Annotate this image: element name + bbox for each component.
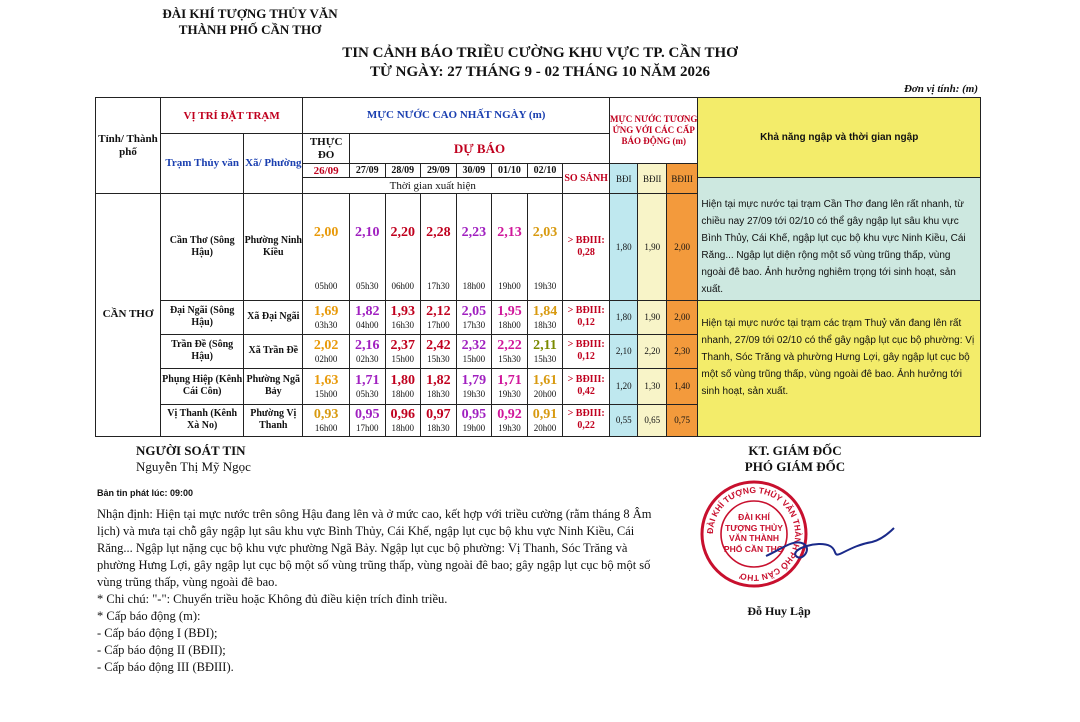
alarm-level-2-header: BĐII	[638, 164, 666, 194]
forecast-cell	[527, 300, 563, 334]
actual-value: 0,93	[313, 407, 339, 422]
compare-value: > BĐIII: 0,28	[563, 194, 610, 301]
forecast-value: 1,82	[355, 304, 380, 319]
actual-cell	[303, 404, 350, 436]
alarm-value: 2,10	[610, 334, 638, 368]
forecast-cell	[349, 368, 385, 404]
alarm-value: 1,90	[638, 194, 666, 301]
compare-value: > BĐIII: 0,22	[563, 404, 610, 436]
forecast-time: 18h30	[427, 389, 450, 399]
forecast-cell	[456, 334, 492, 368]
actual-time: 16h00	[314, 423, 338, 433]
compare-value: > BĐIII: 0,42	[563, 368, 610, 404]
forecast-cell	[456, 368, 492, 404]
col-station-header: Trạm Thủy văn	[161, 134, 244, 194]
alarm-value: 1,30	[638, 368, 666, 404]
actual-date: 26/09	[303, 164, 350, 178]
signer-name: Đỗ Huy Lập	[747, 604, 811, 618]
forecast-date: 29/09	[421, 164, 457, 178]
forecast-time: 05h30	[349, 272, 385, 300]
reviewer-title: NGƯỜI SOÁT TIN	[136, 443, 246, 458]
ward-name: Phường Ngã Bảy	[244, 368, 303, 404]
forecast-time: 17h00	[427, 320, 450, 330]
col-compare-header: SO SÁNH	[563, 164, 610, 194]
forecast-time: 15h30	[427, 354, 450, 364]
station-name: Cần Thơ (Sông Hậu)	[161, 194, 244, 301]
forecast-cell	[421, 368, 457, 404]
forecast-value: 2,23	[456, 194, 492, 273]
director-title: KT. GIÁM ĐỐC	[748, 443, 842, 458]
forecast-value: 2,16	[355, 338, 380, 353]
actual-time: 02h00	[314, 354, 338, 364]
col-ward-header: Xã/ Phường	[244, 134, 303, 194]
forecast-value: 2,20	[385, 194, 421, 273]
forecast-value: 2,11	[533, 338, 557, 353]
alarm-value: 2,00	[666, 194, 698, 301]
forecast-time: 18h30	[427, 423, 450, 433]
actual-value: 1,63	[313, 373, 339, 388]
forecast-cell	[527, 334, 563, 368]
ward-name: Xã Đại Ngãi	[244, 300, 303, 334]
forecast-time: 02h30	[356, 354, 379, 364]
forecast-value: 2,28	[421, 194, 457, 273]
title-line2: TỪ NGÀY: 27 THÁNG 9 - 02 THÁNG 10 NĂM 2026	[369, 64, 710, 80]
impact-description: Hiện tại mực nước tại trạm Cần Thơ đang lên rất nhanh, từ chiều nay 27/09 tới 02/10 có thể gây ngập lụt sâu khu vực Bình Thủy, Cái Khế, ngập lụt cục bộ khu vực Ninh Kiều, Cái Răng... Ngập lụt diện rộng một số vùng trũng thấp, vùng ngoài đê bao. Ảnh hưởng nghiêm trọng tới sinh hoạt, sản xuất.	[698, 194, 981, 301]
actual-value: 2,00	[303, 194, 350, 273]
forecast-time: 18h00	[456, 272, 492, 300]
alarm-value: 0,65	[638, 404, 666, 436]
col-location-header: VỊ TRÍ ĐẶT TRẠM	[161, 98, 303, 134]
actual-time: 15h00	[314, 389, 338, 399]
forecast-time: 15h00	[391, 354, 415, 364]
forecast-value: 0,91	[532, 407, 558, 422]
forecast-value: 1,80	[390, 373, 416, 388]
forecast-value: 1,61	[532, 373, 558, 388]
forecast-date: 02/10	[527, 164, 563, 178]
forecast-cell	[385, 404, 421, 436]
station-name: Phụng Hiệp (Kênh Cái Côn)	[161, 368, 244, 404]
station-name: Vị Thanh (Kênh Xà No)	[161, 404, 244, 436]
alarm-value: 1,80	[610, 194, 638, 301]
forecast-value: 0,92	[497, 407, 522, 422]
org-name-line2: THÀNH PHỐ CẦN THƠ	[178, 22, 322, 37]
col-max-level-header: MỰC NƯỚC CAO NHẤT NGÀY (m)	[303, 98, 610, 134]
forecast-cell	[421, 300, 457, 334]
compare-value: > BĐIII: 0,12	[563, 300, 610, 334]
forecast-time: 05h30	[356, 389, 379, 399]
reviewer-name: Nguyễn Thị Mỹ Ngọc	[136, 459, 251, 474]
forecast-value: 2,05	[461, 304, 487, 319]
stamp-outer-text: ĐÀI KHÍ TƯỢNG THỦY VĂN THÀNH PHỐ CẦN THƠ	[704, 484, 804, 584]
station-name: Đại Ngãi (Sông Hậu)	[161, 300, 244, 334]
time-appearance-label: Thời gian xuất hiện	[303, 178, 563, 194]
tide-table	[95, 97, 981, 437]
province-cell: CẦN THƠ	[96, 194, 161, 437]
forecast-value: 0,97	[426, 407, 451, 422]
forecast-cell	[385, 300, 421, 334]
alarm-value: 2,30	[666, 334, 698, 368]
alarm-value: 1,20	[610, 368, 638, 404]
actual-time: 03h30	[314, 320, 338, 330]
alarm-value: 1,90	[638, 300, 666, 334]
alarm-value: 2,00	[666, 300, 698, 334]
forecast-value: 1,82	[426, 373, 451, 388]
actual-cell	[303, 300, 350, 334]
ward-name: Phường Vị Thanh	[244, 404, 303, 436]
alarm-value: 2,20	[638, 334, 666, 368]
actual-cell	[303, 334, 350, 368]
forecast-cell	[349, 404, 385, 436]
alarm-legend-item: - Cấp báo động III (BĐIII).	[97, 660, 234, 674]
forecast-time: 19h30	[498, 389, 521, 399]
ward-name: Phường Ninh Kiều	[244, 194, 303, 301]
alarm-value: 1,80	[610, 300, 638, 334]
forecast-time: 15h30	[533, 354, 557, 364]
col-province-header: Tỉnh/ Thành phố	[96, 98, 161, 194]
forecast-value: 2,13	[492, 194, 528, 273]
org-name-line1: ĐÀI KHÍ TƯỢNG THỦY VĂN	[162, 6, 338, 21]
forecast-value: 0,95	[355, 407, 380, 422]
org-header	[135, 6, 365, 38]
col-forecast-header: DỰ BÁO	[349, 134, 609, 164]
forecast-value: 1,84	[532, 304, 558, 319]
notes-section	[97, 506, 657, 676]
forecast-time: 15h30	[498, 354, 521, 364]
forecast-cell	[527, 404, 563, 436]
forecast-time: 06h00	[385, 272, 421, 300]
compare-value: > BĐIII: 0,12	[563, 334, 610, 368]
title-line1: TIN CẢNH BÁO TRIỀU CƯỜNG KHU VỰC TP. CẦN THƠ	[342, 45, 738, 61]
actual-time: 05h00	[303, 272, 350, 300]
forecast-value: 1,79	[461, 373, 487, 388]
signature-mark	[760, 520, 900, 572]
actual-value: 2,02	[313, 338, 339, 353]
forecast-value: 1,95	[497, 304, 522, 319]
forecast-time: 18h00	[391, 423, 415, 433]
forecast-cell	[385, 368, 421, 404]
station-name: Trần Đề (Sông Hậu)	[161, 334, 244, 368]
deputy-director-title: PHÓ GIÁM ĐỐC	[744, 459, 846, 474]
forecast-value: 1,71	[497, 373, 522, 388]
forecast-time: 04h00	[356, 320, 379, 330]
alarm-level-3-header: BĐIII	[666, 164, 698, 194]
assessment-text: Nhận định: Hiện tại mực nước trên sông Hậu đang lên và ở mức cao, kết hợp với triều cường (rằm tháng 8 Âm lịch) và mưa tại chỗ gây ngập lụt sâu khu vực Bình Thủy, Cái Khế, ngập lụt cục bộ khu vực Ninh Kiều, Cái Răng... Ngập lụt nặng cục bộ khu vực phường Ngã Bảy. Ngập lụt cục bộ phường: Vị Thanh, Sóc Trăng và phường Hưng Lợi, gây ngập lụt cục bộ một số vùng trũng thấp, vùng ngoài đê bao; gây ngập lụt cục bộ một số vùng trũng thấp, vùng ngoài đê bao.	[97, 507, 652, 589]
forecast-date: 27/09	[349, 164, 385, 178]
forecast-time: 17h30	[462, 320, 486, 330]
forecast-time: 19h30	[527, 272, 563, 300]
forecast-value: 0,96	[390, 407, 416, 422]
forecast-time: 17h00	[356, 423, 379, 433]
forecast-value: 2,22	[497, 338, 522, 353]
forecast-time: 18h30	[533, 320, 557, 330]
forecast-value: 1,93	[390, 304, 416, 319]
forecast-cell	[421, 334, 457, 368]
forecast-cell	[492, 300, 528, 334]
forecast-cell	[456, 404, 492, 436]
forecast-value: 2,37	[390, 338, 416, 353]
note-text: * Chi chú: "-": Chuyển triều hoặc Không đủ điều kiện trích đỉnh triều.	[97, 592, 448, 606]
forecast-cell	[385, 334, 421, 368]
stamp-center-text: ĐÀI KHÍ TƯỢNG THỦY VĂN THÀNH PHỐ CẦN THƠ	[723, 512, 785, 554]
forecast-time: 19h00	[492, 272, 528, 300]
forecast-cell	[421, 404, 457, 436]
alarm-value: 0,75	[666, 404, 698, 436]
forecast-time: 20h00	[533, 389, 557, 399]
forecast-time: 19h30	[462, 389, 486, 399]
unit-label: Đơn vị tính: (m)	[903, 83, 978, 95]
issued-time: Bản tin phát lúc: 09:00	[97, 488, 194, 498]
forecast-time: 16h30	[391, 320, 415, 330]
forecast-value: 2,32	[461, 338, 487, 353]
forecast-time: 18h00	[498, 320, 521, 330]
forecast-value: 2,03	[527, 194, 563, 273]
bulletin-title	[200, 44, 880, 82]
forecast-value: 2,42	[426, 338, 451, 353]
impact-description: Hiện tại mực nước tại trạm các trạm Thuỷ văn đang lên rất nhanh, 27/09 tới 02/10 có thể gây ngập lụt cục bộ phường: Vị Thanh, Sóc Trăng và phường Hưng Lợi, gây ngập lụt cục bộ một số vùng trũng thấp, vùng ngoài đê bao. Ảnh hưởng tới sinh hoạt, sản xuất.	[698, 300, 981, 436]
forecast-value: 2,10	[349, 194, 385, 273]
forecast-value: 0,95	[461, 407, 487, 422]
forecast-cell	[527, 368, 563, 404]
forecast-time: 20h00	[533, 423, 557, 433]
forecast-time: 17h30	[421, 272, 457, 300]
forecast-date: 30/09	[456, 164, 492, 178]
ward-name: Xã Trần Đề	[244, 334, 303, 368]
col-actual-header: THỰC ĐO	[303, 134, 350, 164]
forecast-time: 15h00	[462, 354, 486, 364]
col-alarm-header: MỰC NƯỚC TƯƠNG ỨNG VỚI CÁC CẤP BÁO ĐỘNG (m)	[610, 98, 698, 164]
alarm-legend-item: - Cấp báo động II (BĐII);	[97, 643, 226, 657]
forecast-value: 2,12	[426, 304, 451, 319]
alarm-legend-item: - Cấp báo động I (BĐI);	[97, 626, 218, 640]
forecast-cell	[492, 368, 528, 404]
forecast-time: 19h00	[462, 423, 486, 433]
impact-header-spacer	[698, 178, 981, 194]
alarm-level-1-header: BĐI	[610, 164, 638, 194]
actual-cell	[303, 368, 350, 404]
forecast-cell	[349, 334, 385, 368]
alarm-value: 1,40	[666, 368, 698, 404]
forecast-cell	[349, 300, 385, 334]
forecast-time: 19h30	[498, 423, 521, 433]
signature-stroke	[766, 528, 894, 558]
forecast-cell	[492, 404, 528, 436]
alarm-value: 0,55	[610, 404, 638, 436]
forecast-cell	[456, 300, 492, 334]
forecast-time: 18h00	[391, 389, 415, 399]
alarm-legend-title: * Cấp báo động (m):	[97, 609, 201, 623]
forecast-date: 01/10	[492, 164, 528, 178]
forecast-value: 1,71	[355, 373, 380, 388]
col-impact-header: Khả năng ngập và thời gian ngập	[698, 98, 981, 178]
actual-value: 1,69	[313, 304, 339, 319]
forecast-date: 28/09	[385, 164, 421, 178]
forecast-cell	[492, 334, 528, 368]
